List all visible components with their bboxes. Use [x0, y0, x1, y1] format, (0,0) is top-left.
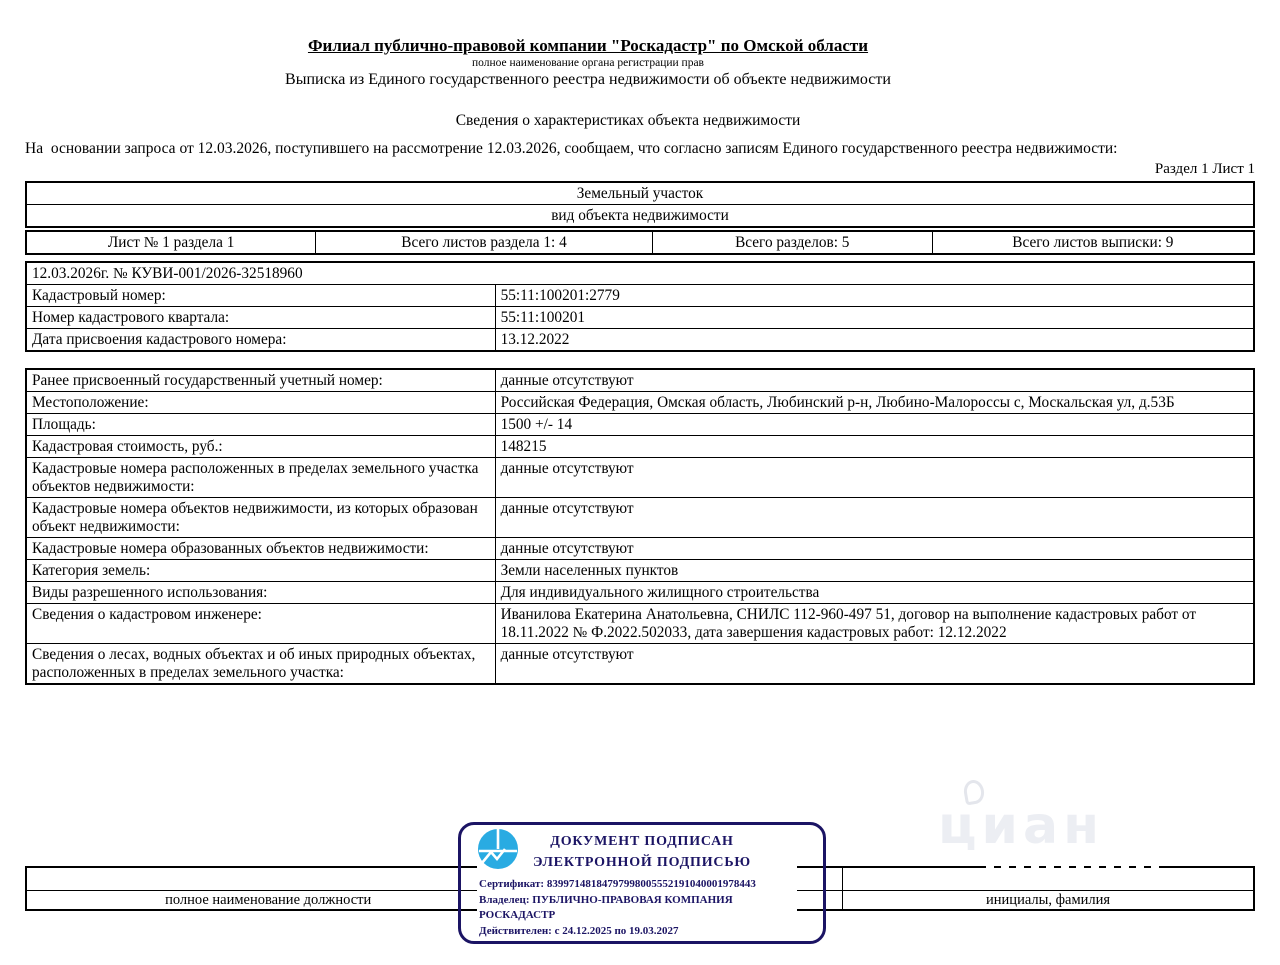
- cian-watermark-text: циан: [938, 796, 1104, 856]
- table-row-label: Сведения о лесах, водных объектах и об иных природных объектах, расположенных в пределах земельного участка:: [26, 644, 495, 685]
- signature-name-caption: инициалы, фамилия: [843, 891, 1254, 911]
- table-row-value: данные отсутствуют: [495, 644, 1254, 685]
- table-row-value: Земли населенных пунктов: [495, 560, 1254, 582]
- table-row-label: Категория земель:: [26, 560, 495, 582]
- stamp-owner: Владелец: ПУБЛИЧНО-ПРАВОВАЯ КОМПАНИЯ РОСКАДАСТР: [479, 893, 733, 921]
- table-row-value: 55:11:100201:2779: [495, 285, 1254, 307]
- sheet-info-cell: Всего листов раздела 1: 4: [316, 231, 652, 254]
- stamp-details: [479, 877, 767, 939]
- table-row-value: Российская Федерация, Омская область, Любинский р-н, Любино-Малороссы с, Москальская ул, д.53Б: [495, 392, 1254, 414]
- registration-table: [25, 261, 1255, 352]
- sheet-info-cell: Лист № 1 раздела 1: [26, 231, 316, 254]
- section-sheet-label: Раздел 1 Лист 1: [1154, 161, 1255, 177]
- watermark-dashes: [986, 864, 1162, 869]
- stamp-certificate: Сертификат: 83997148184797998005552191040001978443: [479, 878, 756, 890]
- table-row-value: данные отсутствуют: [495, 538, 1254, 560]
- cian-watermark: [938, 796, 1104, 856]
- sheet-info-cell: Всего листов выписки: 9: [932, 231, 1254, 254]
- table-row-label: Виды разрешенного использования:: [26, 582, 495, 604]
- object-type-table: [25, 181, 1255, 228]
- object-type-caption: вид объекта недвижимости: [26, 205, 1254, 228]
- stamp-title-line1: ДОКУМЕНТ ПОДПИСАН: [550, 834, 734, 849]
- registration-number: 12.03.2026г. № КУВИ-001/2026-32518960: [26, 262, 1254, 285]
- table-row-label: Номер кадастрового квартала:: [26, 307, 495, 329]
- signature-position-caption: полное наименование должности: [26, 891, 510, 911]
- sheet-info-table: [25, 230, 1255, 255]
- table-row-label: Кадастровые номера объектов недвижимости, из которых образован объект недвижимости:: [26, 498, 495, 538]
- table-row-value: 13.12.2022: [495, 329, 1254, 352]
- signature-position-field: [26, 867, 510, 891]
- section-title: Сведения о характеристиках объекта недвижимости: [455, 112, 801, 129]
- signature-name-field: [843, 867, 1254, 891]
- table-row-value: 1500 +/- 14: [495, 414, 1254, 436]
- table-row-label: Местоположение:: [26, 392, 495, 414]
- stamp-title: [461, 825, 823, 870]
- table-row-label: Кадастровые номера образованных объектов недвижимости:: [26, 538, 495, 560]
- table-row-value: Иванилова Екатерина Анатольевна, СНИЛС 112-960-497 51, договор на выполнение кадастровых работ от 18.11.2022 № Ф.2022.502033, дата завершения кадастровых работ: 12.12.2022: [495, 604, 1254, 644]
- table-row-value: 148215: [495, 436, 1254, 458]
- request-line: На основании запроса от 12.03.2026, поступившего на рассмотрение 12.03.2026, сообщаем, что согласно записям Единого государственного реестра недвижимости:: [25, 140, 1118, 157]
- stamp-title-line2: ЭЛЕКТРОННОЙ ПОДПИСЬЮ: [533, 855, 751, 870]
- table-row-label: Кадастровая стоимость, руб.:: [26, 436, 495, 458]
- object-type-value: Земельный участок: [26, 182, 1254, 205]
- table-row-value: данные отсутствуют: [495, 369, 1254, 392]
- stamp-validity: Действителен: с 24.12.2025 по 19.03.2027: [479, 924, 679, 937]
- document-title: Выписка из Единого государственного реестра недвижимости об объекте недвижимости: [285, 71, 891, 88]
- table-row-value: данные отсутствуют: [495, 498, 1254, 538]
- table-row-label: Дата присвоения кадастрового номера:: [26, 329, 495, 352]
- table-row-label: Сведения о кадастровом инженере:: [26, 604, 495, 644]
- characteristics-table: [25, 368, 1255, 685]
- sheet-info-cell: Всего разделов: 5: [652, 231, 932, 254]
- table-row-label: Кадастровые номера расположенных в пределах земельного участка объектов недвижимости:: [26, 458, 495, 498]
- table-row-label: Кадастровый номер:: [26, 285, 495, 307]
- org-name-caption: полное наименование органа регистрации прав: [472, 57, 704, 69]
- org-name-title: Филиал публично-правовой компании "Роскадастр" по Омской области: [307, 36, 869, 55]
- table-row-label: Площадь:: [26, 414, 495, 436]
- digital-signature-stamp: [458, 822, 826, 944]
- table-row-value: 55:11:100201: [495, 307, 1254, 329]
- table-row-value: Для индивидуального жилищного строительства: [495, 582, 1254, 604]
- table-row-label: Ранее присвоенный государственный учетный номер:: [26, 369, 495, 392]
- table-row-value: данные отсутствуют: [495, 458, 1254, 498]
